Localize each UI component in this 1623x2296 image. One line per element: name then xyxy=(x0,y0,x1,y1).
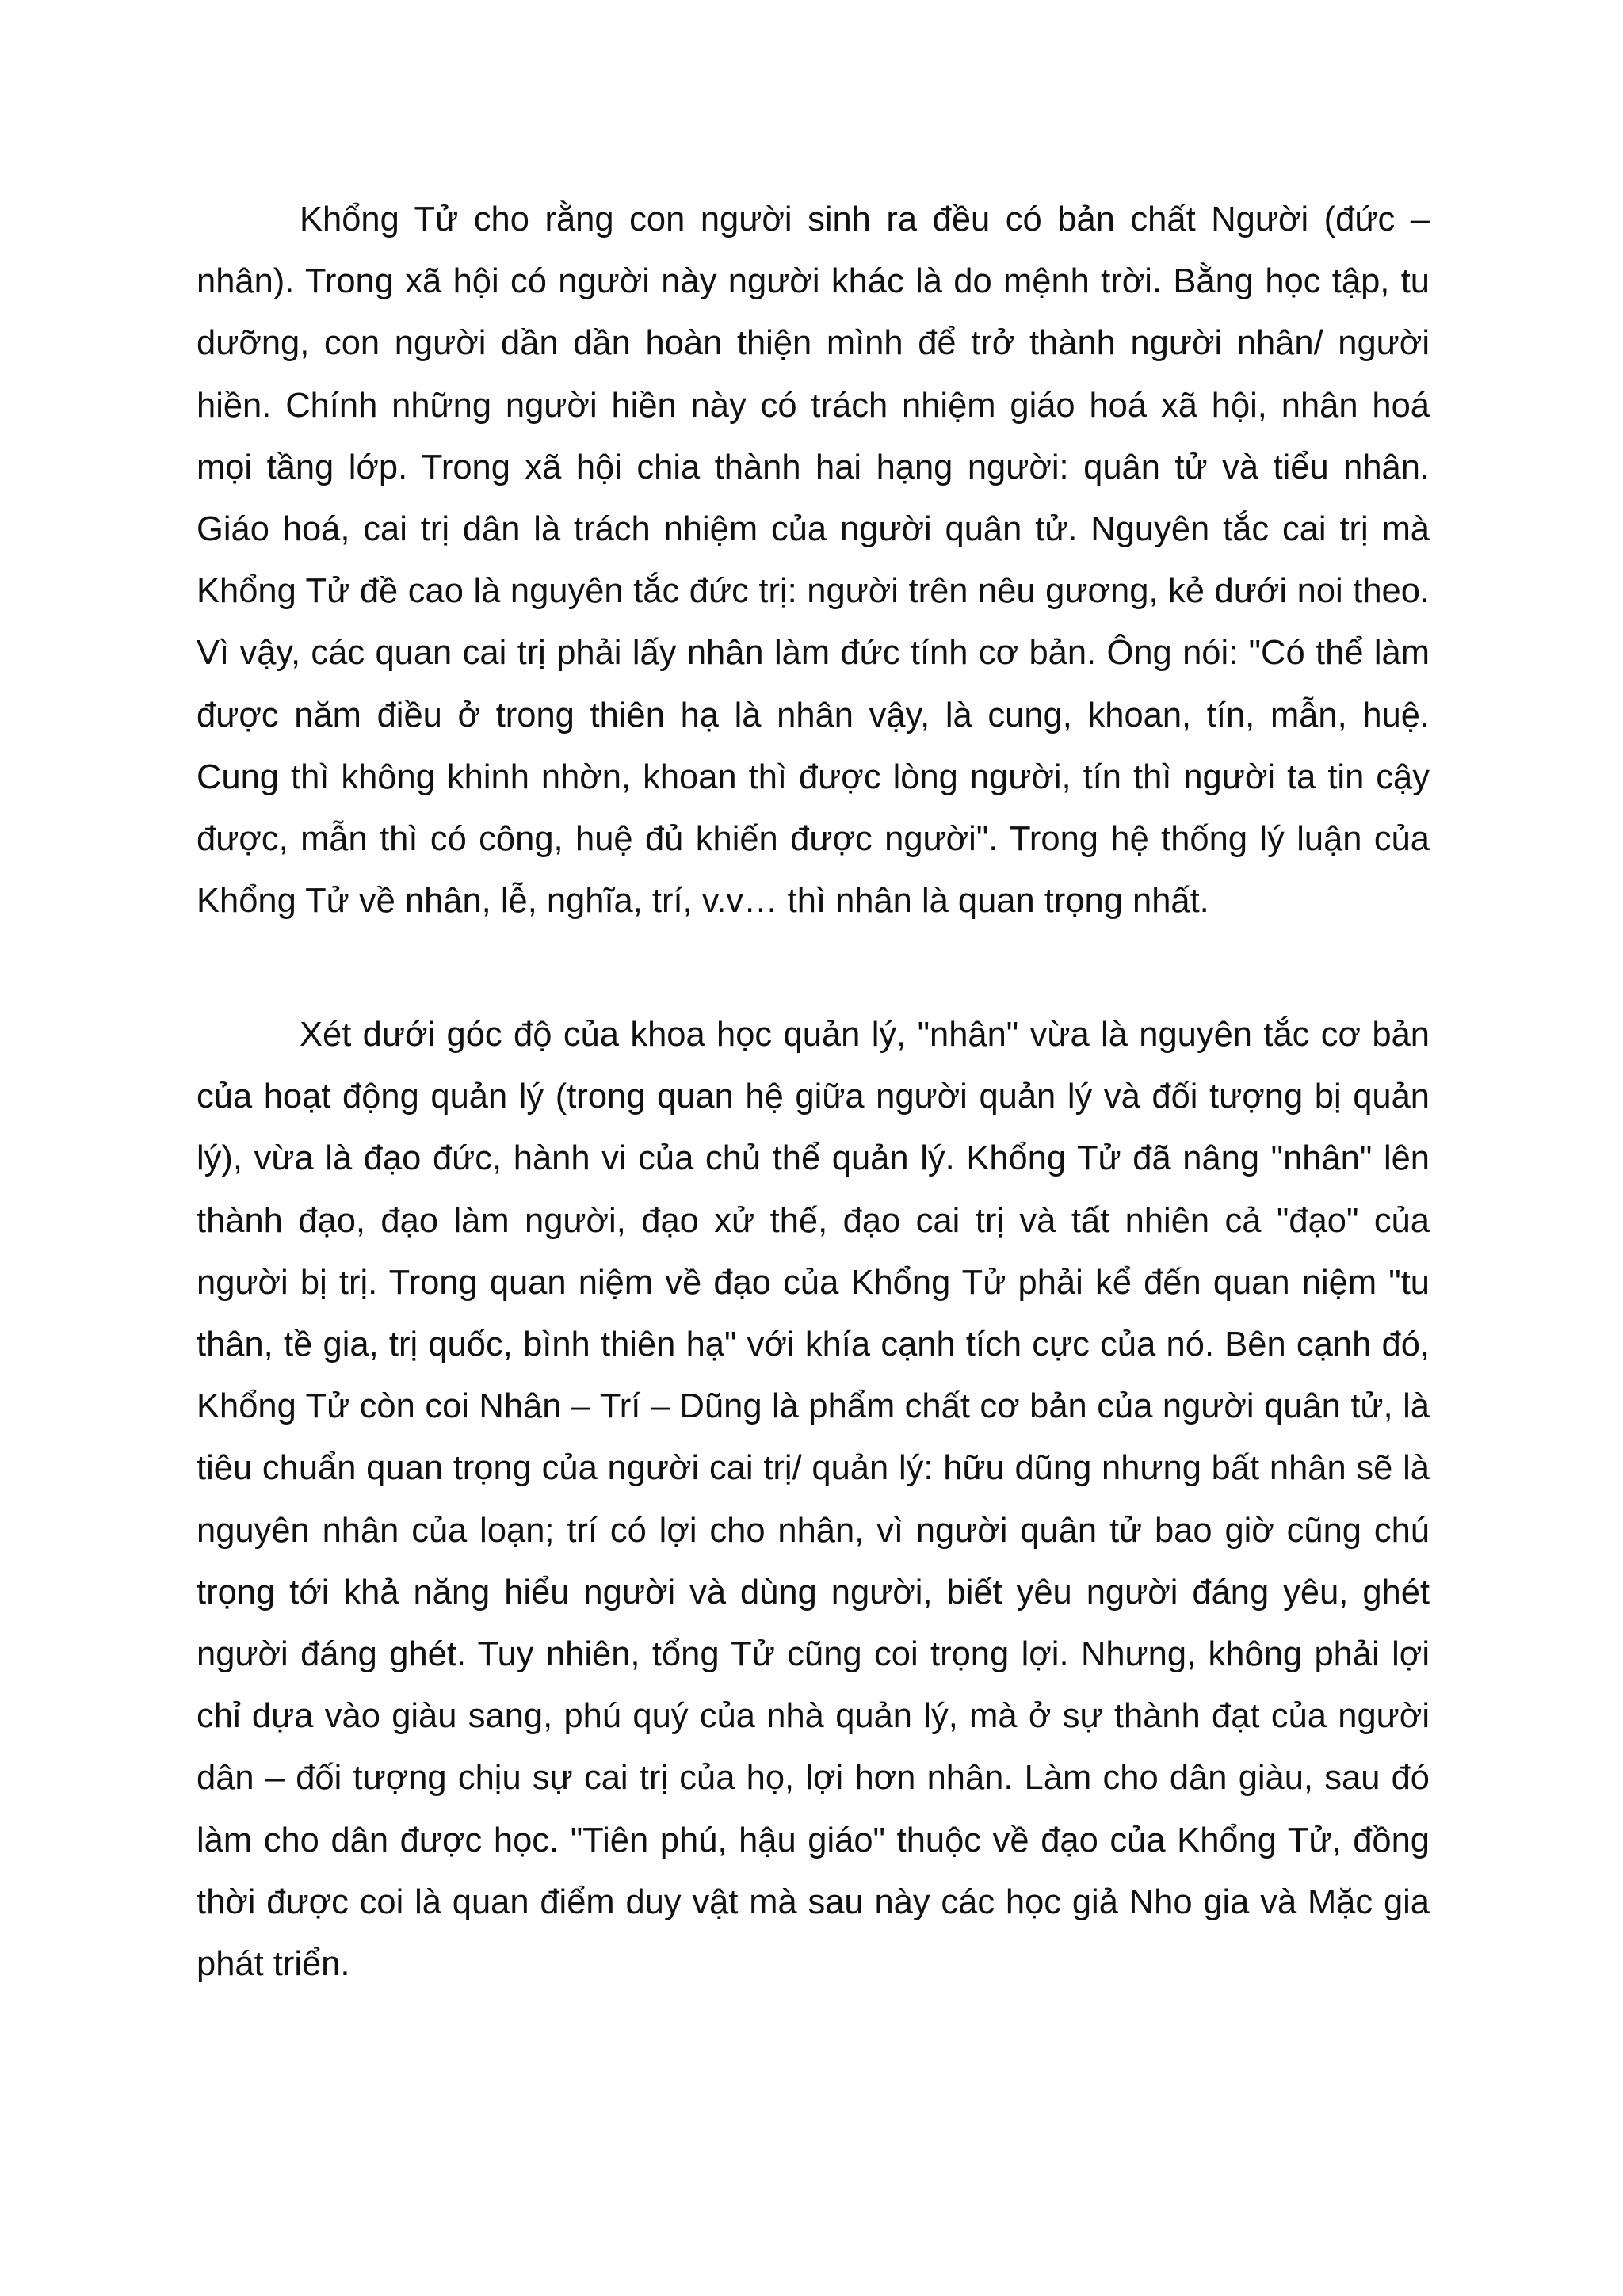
paragraph-2: Xét dưới góc độ của khoa học quản lý, "nhân" vừa là nguyên tắc cơ bản của hoạt động quản lý (trong quan hệ giữa người quản lý và đối tượng bị quản lý), vừa là đạo đức, hành vi của chủ thể quản lý. Khổng Tử đã nâng "nhân" lên thành đạo, đạo làm người, đạo xử thế, đạo cai trị và tất nhiên cả "đạo" của người bị trị. Trong quan niệm về đạo của Khổng Tử phải kể đến quan niệm "tu thân, tề gia, trị quốc, bình thiên hạ" với khía cạnh tích cực của nó. Bên cạnh đó, Khổng Tử còn coi Nhân – Trí – Dũng là phẩm chất cơ bản của người quân tử, là tiêu chuẩn quan trọng của người cai trị/ quản lý: hữu dũng nhưng bất nhân sẽ là nguyên nhân của loạn; trí có lợi cho nhân, vì người quân tử bao giờ cũng chú trọng tới khả năng hiểu người và dùng người, biết yêu người đáng yêu, ghét người đáng ghét. Tuy nhiên, tổng Tử cũng coi trọng lợi. Nhưng, không phải lợi chỉ dựa vào giàu sang, phú quý của nhà quản lý, mà ở sự thành đạt của người dân – đối tượng chịu sự cai trị của họ, lợi hơn nhân. Làm cho dân giàu, sau đó làm cho dân được học. "Tiên phú, hậu giáo" thuộc về đạo của Khổng Tử, đồng thời được coi là quan điểm duy vật mà sau này các học giả Nho gia và Mặc gia phát triển. xyxy=(197,1016,1430,1984)
paragraph-1: Khổng Tử cho rằng con người sinh ra đều có bản chất Người (đức – nhân). Trong xã hội có người này người khác là do mệnh trời. Bằng học tập, tu dưỡng, con người dần dần hoàn thiện mình để trở thành người nhân/ người hiền. Chính những người hiền này có trách nhiệm giáo hoá xã hội, nhân hoá mọi tầng lớp. Trong xã hội chia thành hai hạng người: quân tử và tiểu nhân. Giáo hoá, cai trị dân là trách nhiệm của người quân tử. Nguyên tắc cai trị mà Khổng Tử đề cao là nguyên tắc đức trị: người trên nêu gương, kẻ dưới noi theo. Vì vậy, các quan cai trị phải lấy nhân làm đức tính cơ bản. Ông nói: "Có thể làm được năm điều ở trong thiên hạ là nhân vậy, là cung, khoan, tín, mẫn, huệ. Cung thì không khinh nhờn, khoan thì được lòng người, tín thì người ta tin cậy được, mẫn thì có công, huệ đủ khiến được người". Trong hệ thống lý luận của Khổng Tử về nhân, lễ, nghĩa, trí, v.v… thì nhân là quan trọng nhất. xyxy=(197,200,1430,921)
paragraph-2-container xyxy=(197,1004,1430,1995)
paragraph-1-container xyxy=(197,189,1430,932)
